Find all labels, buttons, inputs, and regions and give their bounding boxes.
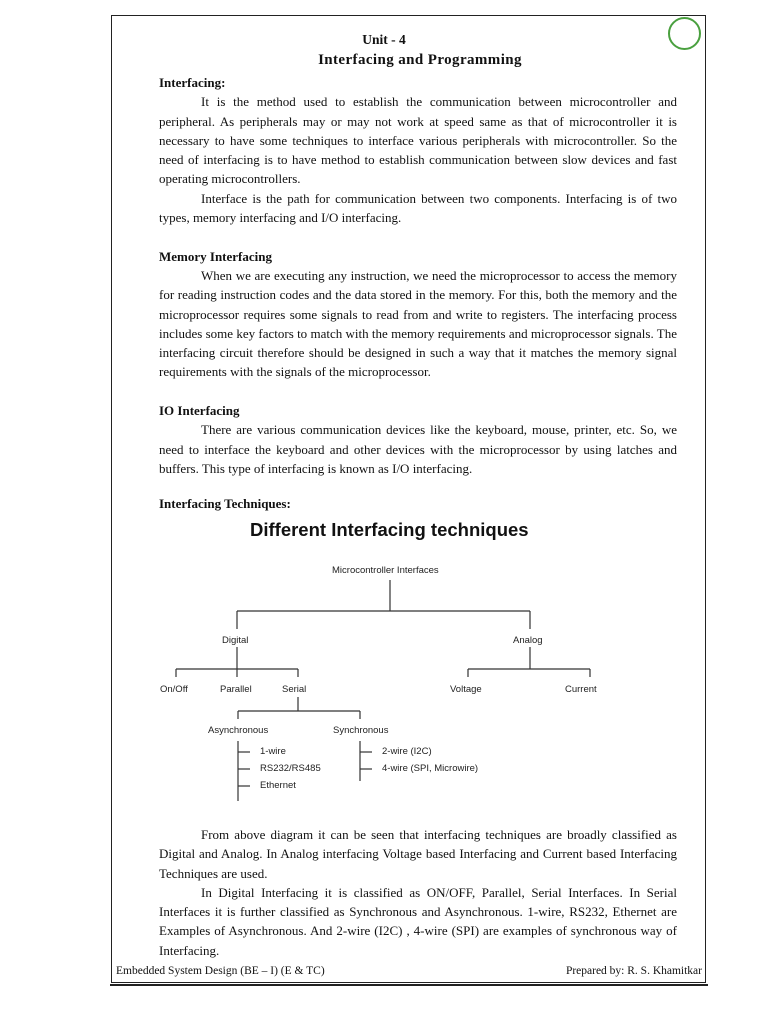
paragraph-memory-interfacing: When we are executing any instruction, we need the microprocessor to access the memory for reading instruction codes and the data stored in the memory. For this, both the memory and the microprocessor requires some signals to read from and write to registers. The interfacing process includes some key factors to match with the memory requirements and microprocessor signals. The interfacing circuit therefore should be designed in such a way that it matches the memory signal requirements with the signals of the microprocessor. — [159, 267, 677, 380]
node-ethernet: Ethernet — [260, 780, 296, 791]
page-title: Interfacing and Programming — [318, 52, 522, 68]
node-current: Current — [565, 684, 597, 695]
node-voltage: Voltage — [450, 684, 482, 695]
paragraph-conclusion-1: From above diagram it can be seen that interfacing techniques are broadly classified as Digital and Analog. In Analog interfacing Voltage based Interfacing and Current based Interfacing Techniques are used. — [159, 827, 677, 881]
node-2-wire: 2-wire (I2C) — [382, 746, 432, 757]
node-4-wire: 4-wire (SPI, Microwire) — [382, 763, 479, 774]
node-parallel: Parallel — [220, 684, 252, 695]
node-1-wire: 1-wire — [260, 746, 286, 757]
heading-interfacing-techniques: Interfacing Techniques: — [159, 496, 291, 512]
node-digital: Digital — [222, 635, 249, 646]
node-serial: Serial — [282, 684, 307, 695]
node-microcontroller-interfaces: Microcontroller Interfaces — [332, 565, 439, 576]
node-asynchronous: Asynchronous — [208, 725, 269, 736]
heading-io-interfacing: IO Interfacing — [159, 403, 240, 419]
paragraph-interfacing-2: Interface is the path for communication between two components. Interfacing is of two types, memory interfacing and I/O interfacing. — [159, 190, 677, 226]
unit-label: Unit - 4 — [362, 32, 406, 47]
conclusion-content — [159, 825, 677, 960]
footer-author: Prepared by: R. S. Khamitkar — [565, 965, 702, 977]
diagram-title: Different Interfacing techniques — [250, 519, 529, 540]
heading-memory-interfacing: Memory Interfacing — [159, 248, 272, 264]
node-on-off: On/Off — [160, 684, 188, 695]
main-content — [159, 73, 677, 514]
heading-interfacing: Interfacing: — [159, 75, 226, 90]
paragraph-io-interfacing: There are various communication devices like the keyboard, mouse, printer, etc. So, we need to interface the keyboard and other devices with the microprocessor by using latches and buffers. This type of interfacing is known as I/O interfacing. — [159, 422, 677, 476]
interfacing-techniques-diagram — [150, 517, 630, 807]
paragraph-conclusion-2: In Digital Interfacing it is classified as ON/OFF, Parallel, Serial Interfaces. In Serial Interfaces it is further classified as Synchronous and Asynchronous. 1-wire, RS232, Ethernet are Examples of Asynchronous. And 2-wire (I2C) , 4-wire (SPI) are examples of synchronous way of Interfacing. — [159, 884, 677, 958]
footer-course: Embedded System Design (BE – I) (E & TC) — [116, 965, 325, 977]
node-rs232-rs485: RS232/RS485 — [260, 763, 321, 774]
node-analog: Analog — [513, 635, 543, 646]
paragraph-interfacing-1: It is the method used to establish the communication between microcontroller and peripheral. As peripherals may or may not work at speed same as that of microcontroller it is necessary to have some techniques to interface various peripherals with microcontroller. So the need of interfacing is to have method to establish communication between slow devices and fast operating microcontrollers. — [159, 94, 677, 187]
node-synchronous: Synchronous — [333, 725, 389, 736]
